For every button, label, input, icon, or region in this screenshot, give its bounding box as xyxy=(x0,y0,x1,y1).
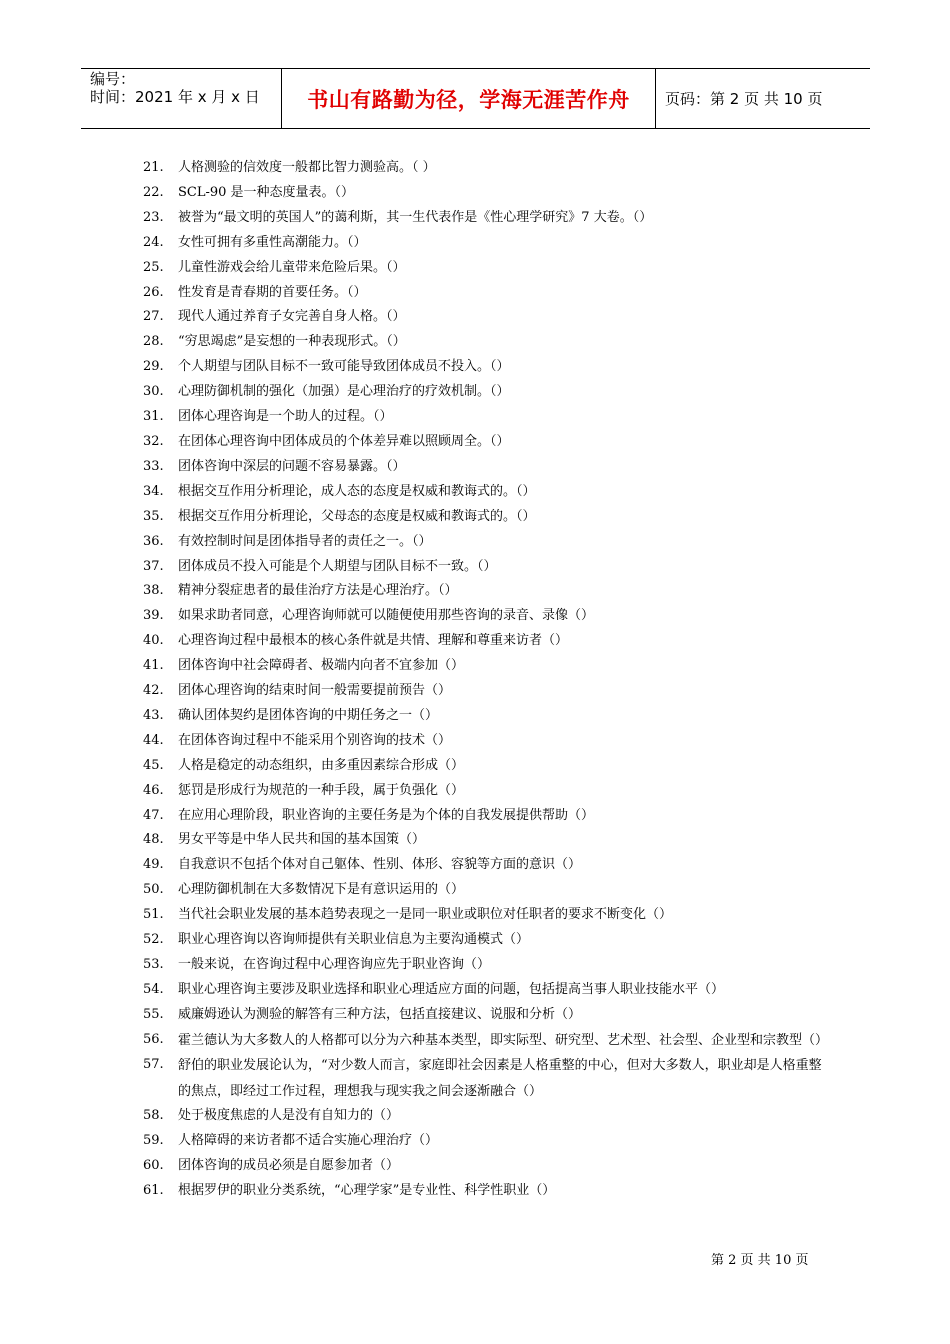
question-number: 38. xyxy=(143,583,164,599)
time-label: 时间：2021 年 x 月 x 日 xyxy=(90,88,260,106)
footer-page-number: 第 2 页 共 10 页 xyxy=(711,1253,809,1268)
question-number: 48. xyxy=(143,832,164,848)
number-label: 编号： xyxy=(90,70,136,88)
header-motto: 书山有路勤为径，学海无涯苦作舟 xyxy=(307,88,630,112)
question-number: 25. xyxy=(143,259,164,275)
question-text: 心理防御机制在大多数情况下是有意识运用的（） xyxy=(178,882,465,898)
question-text: 惩罚是形成行为规范的一种手段，属于负强化（） xyxy=(178,782,465,798)
header-top-border xyxy=(81,68,870,69)
question-number: 49. xyxy=(143,857,164,873)
question-text: 被誉为“最文明的英国人”的蔼利斯，其一生代表作是《性心理学研究》7 大卷。（） xyxy=(178,209,653,225)
question-item xyxy=(143,355,823,380)
header-page-label: 页码：第 2 页 共 10 页 xyxy=(665,90,823,108)
question-item xyxy=(143,231,823,256)
question-text: 团体咨询中深层的问题不容易暴露。（） xyxy=(178,458,406,474)
question-item xyxy=(143,530,823,555)
question-text: 根据罗伊的职业分类系统，“心理学家”是专业性、科学性职业（） xyxy=(178,1182,556,1198)
question-text: 心理防御机制的强化（加强）是心理治疗的疗效机制。（） xyxy=(178,384,510,400)
question-number: 61. xyxy=(143,1182,164,1198)
question-text: SCL-90 是一种态度量表。（） xyxy=(178,184,355,200)
question-number: 55. xyxy=(143,1006,164,1022)
question-item xyxy=(143,878,823,903)
question-item xyxy=(143,1028,829,1054)
question-text: 在团体心理咨询中团体成员的个体差异难以照顾周全。（） xyxy=(178,433,510,449)
question-item xyxy=(143,853,823,878)
question-text: 有效控制时间是团体指导者的责任之一。（） xyxy=(178,533,432,549)
question-item xyxy=(143,779,823,804)
question-text: 根据交互作用分析理论，父母态的态度是权威和教诲式的。（） xyxy=(178,508,536,524)
question-text: 男女平等是中华人民共和国的基本国策（） xyxy=(178,832,426,848)
question-item xyxy=(143,1104,823,1129)
question-text: 团体心理咨询的结束时间一般需要提前预告（） xyxy=(178,683,452,699)
question-text: 现代人通过养育子女完善自身人格。（） xyxy=(178,309,406,325)
question-text: 霍兰德认为大多数人的人格都可以分为六种基本类型，即实际型、研究型、艺术型、社会型、企业型和宗教型（） xyxy=(178,1032,829,1048)
question-item xyxy=(143,903,823,928)
question-item xyxy=(143,430,823,455)
question-item xyxy=(143,505,823,530)
question-text: 如果求助者同意，心理咨询师就可以随便使用那些咨询的录音、录像（） xyxy=(178,608,595,624)
question-number: 24. xyxy=(143,234,164,250)
question-number: 44. xyxy=(143,732,164,748)
question-item xyxy=(143,206,823,231)
question-text: 性发育是青春期的首要任务。（） xyxy=(178,284,367,300)
question-number: 58. xyxy=(143,1108,164,1124)
question-item xyxy=(143,629,823,654)
question-number: 42. xyxy=(143,683,164,699)
question-text: 职业心理咨询主要涉及职业选择和职业心理适应方面的问题，包括提高当事人职业技能水平（） xyxy=(178,981,725,997)
question-number: 34. xyxy=(143,483,164,499)
question-text: 团体成员不投入可能是个人期望与团队目标不一致。（） xyxy=(178,558,497,574)
question-item xyxy=(143,1003,823,1028)
question-text: 确认团体契约是团体咨询的中期任务之一（） xyxy=(178,707,439,723)
question-item xyxy=(143,704,823,729)
question-item xyxy=(143,555,823,580)
question-number: 27. xyxy=(143,309,164,325)
question-text: 心理咨询过程中最根本的核心条件就是共情、理解和尊重来访者（） xyxy=(178,633,569,649)
question-text: 在应用心理阶段，职业咨询的主要任务是为个体的自我发展提供帮助（） xyxy=(178,807,595,823)
question-text: 在团体咨询过程中不能采用个别咨询的技术（） xyxy=(178,732,452,748)
question-number: 30. xyxy=(143,384,164,400)
question-item xyxy=(143,828,823,853)
question-item xyxy=(143,754,823,779)
question-item xyxy=(143,953,823,978)
question-item xyxy=(143,928,823,953)
question-number: 56. xyxy=(143,1031,164,1047)
question-text: 团体咨询中社会障碍者、极端内向者不宜参加（） xyxy=(178,658,465,674)
question-number: 23. xyxy=(143,209,164,225)
question-number: 54. xyxy=(143,981,164,997)
question-number: 52. xyxy=(143,932,164,948)
question-number: 43. xyxy=(143,707,164,723)
question-number: 40. xyxy=(143,633,164,649)
question-item xyxy=(143,978,823,1003)
question-text: 儿童性游戏会给儿童带来危险后果。（） xyxy=(178,259,406,275)
question-item xyxy=(143,380,823,405)
question-number: 28. xyxy=(143,334,164,350)
question-number: 41. xyxy=(143,658,164,674)
question-item xyxy=(143,1129,823,1154)
question-text: 威廉姆逊认为测验的解答有三种方法，包括直接建议、说服和分析（） xyxy=(178,1006,582,1022)
question-number: 57. xyxy=(143,1057,164,1073)
question-text: 个人期望与团队目标不一致可能导致团体成员不投入。（） xyxy=(178,359,510,375)
question-text: 当代社会职业发展的基本趋势表现之一是同一职业或职位对任职者的要求不断变化（） xyxy=(178,907,673,923)
question-text: 处于极度焦虑的人是没有自知力的（） xyxy=(178,1108,400,1124)
question-item xyxy=(143,604,823,629)
question-number: 36. xyxy=(143,533,164,549)
question-item xyxy=(143,156,823,181)
question-number: 39. xyxy=(143,608,164,624)
question-text: 人格是稳定的动态组织，由多重因素综合形成（） xyxy=(178,757,465,773)
question-item xyxy=(143,305,823,330)
question-text: 职业心理咨询以咨询师提供有关职业信息为主要沟通模式（） xyxy=(178,932,530,948)
question-text: 团体心理咨询是一个助人的过程。（） xyxy=(178,409,393,425)
question-number: 50. xyxy=(143,882,164,898)
question-item xyxy=(143,579,823,604)
header-divider-right xyxy=(655,68,656,129)
question-number: 35. xyxy=(143,508,164,524)
question-item xyxy=(143,281,823,306)
question-item xyxy=(143,1053,823,1104)
question-number: 21. xyxy=(143,160,164,175)
header-meta xyxy=(90,70,260,106)
question-text: 自我意识不包括个体对自己躯体、性别、体形、容貌等方面的意识（） xyxy=(178,857,582,873)
question-number: 51. xyxy=(143,907,164,923)
question-text: 女性可拥有多重性高潮能力。（） xyxy=(178,234,367,250)
question-text: 精神分裂症患者的最佳治疗方法是心理治疗。（） xyxy=(178,583,458,599)
question-number: 29. xyxy=(143,359,164,375)
question-item xyxy=(143,405,823,430)
question-number: 32. xyxy=(143,433,164,449)
question-text: “穷思竭虑”是妄想的一种表现形式。（） xyxy=(178,334,406,350)
question-text: 舒伯的职业发展论认为，“对少数人而言，家庭即社会因素是人格重整的中心，但对大多数人，职业却是人格重整的焦点，即经过工作过程，理想我与现实我之间会逐渐融合（） xyxy=(178,1058,822,1099)
question-text: 一般来说，在咨询过程中心理咨询应先于职业咨询（） xyxy=(178,957,491,972)
question-item xyxy=(143,455,823,480)
question-item xyxy=(143,679,823,704)
header-bottom-border xyxy=(81,128,870,129)
question-number: 59. xyxy=(143,1133,164,1149)
question-number: 46. xyxy=(143,782,164,798)
question-number: 33. xyxy=(143,458,164,474)
question-number: 22. xyxy=(143,184,164,200)
question-number: 31. xyxy=(143,409,164,425)
question-number: 60. xyxy=(143,1158,164,1174)
question-item xyxy=(143,1179,823,1204)
question-text: 人格障碍的来访者都不适合实施心理治疗（） xyxy=(178,1133,439,1149)
question-item xyxy=(143,729,823,754)
question-number: 47. xyxy=(143,807,164,823)
question-item xyxy=(143,804,823,829)
question-list xyxy=(143,156,829,1204)
question-item xyxy=(143,330,823,355)
question-item xyxy=(143,256,823,281)
question-item xyxy=(143,480,823,505)
question-text: 人格测验的信效度一般都比智力测验高。（ ） xyxy=(178,160,436,175)
question-number: 26. xyxy=(143,284,164,300)
question-number: 37. xyxy=(143,558,164,574)
question-text: 根据交互作用分析理论，成人态的态度是权威和教诲式的。（） xyxy=(178,483,536,499)
question-item xyxy=(143,1154,823,1179)
question-number: 53. xyxy=(143,957,164,972)
question-number: 45. xyxy=(143,757,164,773)
question-text: 团体咨询的成员必须是自愿参加者（） xyxy=(178,1158,400,1174)
question-item xyxy=(143,654,823,679)
question-item xyxy=(143,181,823,206)
